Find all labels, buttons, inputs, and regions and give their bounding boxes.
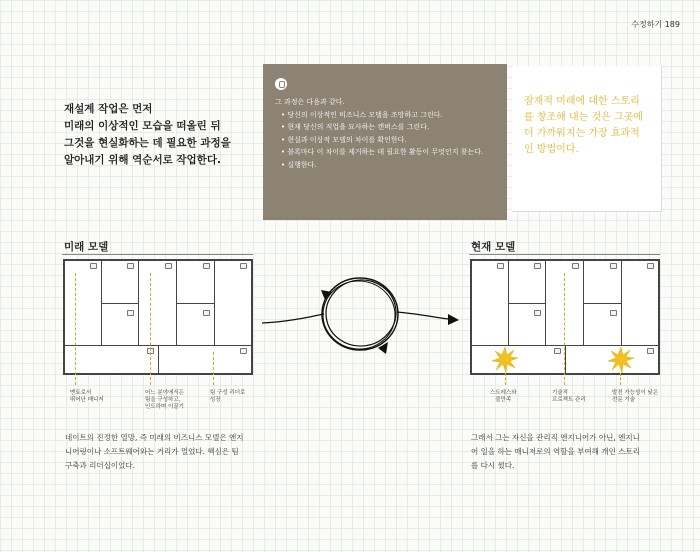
- canvas-block-revenue: [158, 345, 252, 374]
- current-label-2: 기술적 프로젝트 관리: [552, 390, 586, 403]
- process-item: • 실행한다.: [281, 160, 317, 169]
- pointer-line: [620, 373, 621, 385]
- current-title-divider: [469, 254, 660, 255]
- intro-line: 미래의 이상적인 모습을 떠올린 뒤: [64, 120, 221, 132]
- future-label-3: 팀 구성 리더로 성장: [210, 390, 246, 403]
- process-intro: 그 과정은 다음과 같다.: [275, 98, 345, 106]
- block-icon: [647, 348, 654, 354]
- pointer-line: [213, 352, 214, 385]
- process-item: • 현실과 이상적 모델의 차이를 확인한다.: [281, 135, 407, 144]
- current-body-text: 그래서 그는 자신을 관리직 엔지니어가 아닌, 엔지니 어 일을 하는 매니저로의 역할을 부여해 개인 스토리 를 다시 썼다.: [471, 433, 640, 470]
- block-icon: [610, 310, 617, 316]
- block-icon: [90, 263, 97, 269]
- block-icon: [127, 263, 134, 269]
- block-icon: [572, 263, 579, 269]
- block-icon: [534, 263, 541, 269]
- intro-line: 그것을 현실화하는 데 필요한 과정을: [64, 137, 231, 149]
- current-model-title: 현재 모델: [471, 241, 516, 253]
- pointer-line: [150, 273, 151, 385]
- future-label-2: 어느 분야에서든 팀을 구성하고, 인도하며 이끌기: [145, 390, 184, 410]
- quote-box: [512, 66, 662, 212]
- process-item: • 당신의 이상적인 비즈니스 모델을 조망하고 그린다.: [281, 110, 443, 119]
- process-item: • 블록마다 이 차이를 제거하는 데 필요한 활동이 무엇인지 찾는다.: [281, 148, 484, 156]
- lightbulb-icon: [275, 78, 287, 90]
- star-burst-icon: [491, 346, 519, 374]
- block-icon: [165, 263, 172, 269]
- star-burst-icon: [607, 346, 635, 374]
- block-icon: [203, 263, 210, 269]
- intro-line: 재설계 작업은 먼저: [64, 103, 153, 115]
- canvas-block-customers: [621, 260, 659, 346]
- current-label-1: 스트레스와 불만족: [490, 390, 517, 403]
- block-icon: [240, 348, 247, 354]
- current-model-canvas: [470, 259, 660, 375]
- future-model-canvas: [63, 259, 253, 375]
- future-body-text: 네이트의 진정한 열망, 즉 미래의 비즈니스 모델은 엔지 니어링이나 소프트웨어와는 거리가 멀었다. 핵심은 팀 구축과 리더십이었다.: [65, 433, 244, 470]
- block-icon: [127, 310, 134, 316]
- block-icon: [647, 263, 654, 269]
- block-icon: [610, 263, 617, 269]
- quote-text: 잠재적 미래에 대한 스토리를 창조해 내는 것은 그곳에 더 가까워지는 가장 효과적인 방법이다.: [524, 96, 643, 155]
- pointer-line: [75, 273, 76, 385]
- process-box: [263, 64, 507, 220]
- future-title-divider: [62, 254, 253, 255]
- canvas-block-costs: [64, 345, 159, 374]
- future-model-title: 미래 모델: [64, 241, 109, 253]
- block-icon: [240, 263, 247, 269]
- canvas-block-partners: [64, 260, 102, 346]
- block-icon: [203, 310, 210, 316]
- intro-text: [64, 101, 231, 169]
- block-icon: [497, 263, 504, 269]
- process-item: • 현재 당신의 직업을 묘사하는 캔버스를 그린다.: [281, 123, 430, 131]
- block-icon: [534, 310, 541, 316]
- pointer-line: [505, 373, 506, 385]
- future-label-1: 멘토로서 뛰어난 매니저: [70, 390, 104, 403]
- page-header: 수정하기 189: [631, 20, 680, 29]
- intro-line: 알아내기 위해 역순서로 작업한다.: [64, 154, 221, 166]
- canvas-block-customers: [214, 260, 252, 346]
- pointer-line: [564, 273, 565, 385]
- circular-arrow-icon: [260, 262, 470, 362]
- canvas-block-value: [138, 260, 177, 346]
- current-label-3: 발전 가능성이 낮은 전문 기술: [612, 390, 659, 403]
- block-icon: [554, 348, 561, 354]
- canvas-block-partners: [471, 260, 509, 346]
